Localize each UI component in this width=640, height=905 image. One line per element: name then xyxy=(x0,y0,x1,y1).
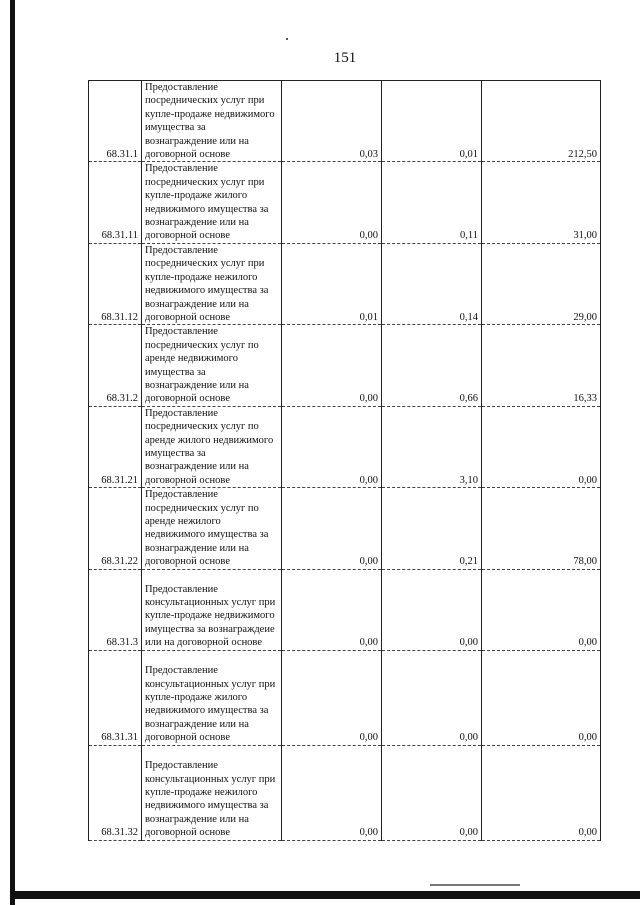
row-value-1: 0,00 xyxy=(282,745,382,840)
row-value-3: 16,33 xyxy=(482,325,601,406)
row-value-1: 0,00 xyxy=(282,406,382,487)
row-value-2: 0,00 xyxy=(382,745,482,840)
row-code: 68.31.32 xyxy=(89,745,142,840)
row-code: 68.31.1 xyxy=(89,81,142,162)
row-value-2: 0,00 xyxy=(382,569,482,650)
table-row xyxy=(89,569,601,650)
row-value-1: 0,00 xyxy=(282,488,382,569)
row-description: Предоставление посреднических услуг при купле-продаже жилого недвижимого имущества за вознаграждение или на договорной основе xyxy=(142,162,282,243)
row-code: 68.31.3 xyxy=(89,569,142,650)
row-value-2: 0,00 xyxy=(382,650,482,745)
row-value-3: 0,00 xyxy=(482,650,601,745)
row-value-3: 0,00 xyxy=(482,745,601,840)
row-code: 68.31.31 xyxy=(89,650,142,745)
scan-bottom-edge xyxy=(12,891,640,899)
services-table xyxy=(88,80,601,841)
row-value-1: 0,00 xyxy=(282,162,382,243)
row-value-3: 212,50 xyxy=(482,81,601,162)
table-row xyxy=(89,745,601,840)
row-value-1: 0,00 xyxy=(282,569,382,650)
row-description: Предоставление посреднических услуг при купле-продаже нежилого недвижимого имущества за вознаграждение или на договорной основе xyxy=(142,243,282,324)
row-value-1: 0,00 xyxy=(282,650,382,745)
row-description: Предоставление посреднических услуг по аренде жилого недвижимого имущества за вознаграждение или на договорной основе xyxy=(142,406,282,487)
row-description: Предоставление консультационных услуг при купле-продаже жилого недвижимого имущества за вознаграждение или на договорной основе xyxy=(142,650,282,745)
row-value-3: 78,00 xyxy=(482,488,601,569)
row-value-1: 0,03 xyxy=(282,81,382,162)
row-value-2: 0,11 xyxy=(382,162,482,243)
scan-left-edge xyxy=(10,0,15,905)
scan-speck xyxy=(286,38,288,40)
table-row xyxy=(89,406,601,487)
table-row xyxy=(89,243,601,324)
row-description: Предоставление посреднических услуг по аренде нежилого недвижимого имущества за вознаграждение или на договорной основе xyxy=(142,488,282,569)
row-value-2: 3,10 xyxy=(382,406,482,487)
row-value-3: 29,00 xyxy=(482,243,601,324)
table-row xyxy=(89,325,601,406)
row-value-2: 0,01 xyxy=(382,81,482,162)
page-number: 151 xyxy=(333,50,357,66)
table-row xyxy=(89,162,601,243)
row-code: 68.31.22 xyxy=(89,488,142,569)
row-description: Предоставление посреднических услуг по аренде недвижимого имущества за вознаграждение или на договорной основе xyxy=(142,325,282,406)
row-description: Предоставление посреднических услуг при купле-продаже недвижимого имущества за вознаграждение или на договорной основе xyxy=(142,81,282,162)
row-value-2: 0,66 xyxy=(382,325,482,406)
row-value-1: 0,00 xyxy=(282,325,382,406)
row-value-3: 0,00 xyxy=(482,406,601,487)
row-value-1: 0,01 xyxy=(282,243,382,324)
row-code: 68.31.2 xyxy=(89,325,142,406)
row-value-3: 0,00 xyxy=(482,569,601,650)
row-code: 68.31.21 xyxy=(89,406,142,487)
row-description: Предоставление консультационных услуг при купле-продаже недвижимого имущества за вознаграждеие или на договорной основе xyxy=(142,569,282,650)
row-code: 68.31.12 xyxy=(89,243,142,324)
row-value-2: 0,14 xyxy=(382,243,482,324)
scan-smudge xyxy=(430,884,520,886)
table-row xyxy=(89,650,601,745)
row-value-3: 31,00 xyxy=(482,162,601,243)
table-row xyxy=(89,81,601,162)
row-value-2: 0,21 xyxy=(382,488,482,569)
table-row xyxy=(89,488,601,569)
row-code: 68.31.11 xyxy=(89,162,142,243)
row-description: Предоставление консультационных услуг при купле-продаже нежилого недвижимого имущества за вознаграждение или на договорной основе xyxy=(142,745,282,840)
